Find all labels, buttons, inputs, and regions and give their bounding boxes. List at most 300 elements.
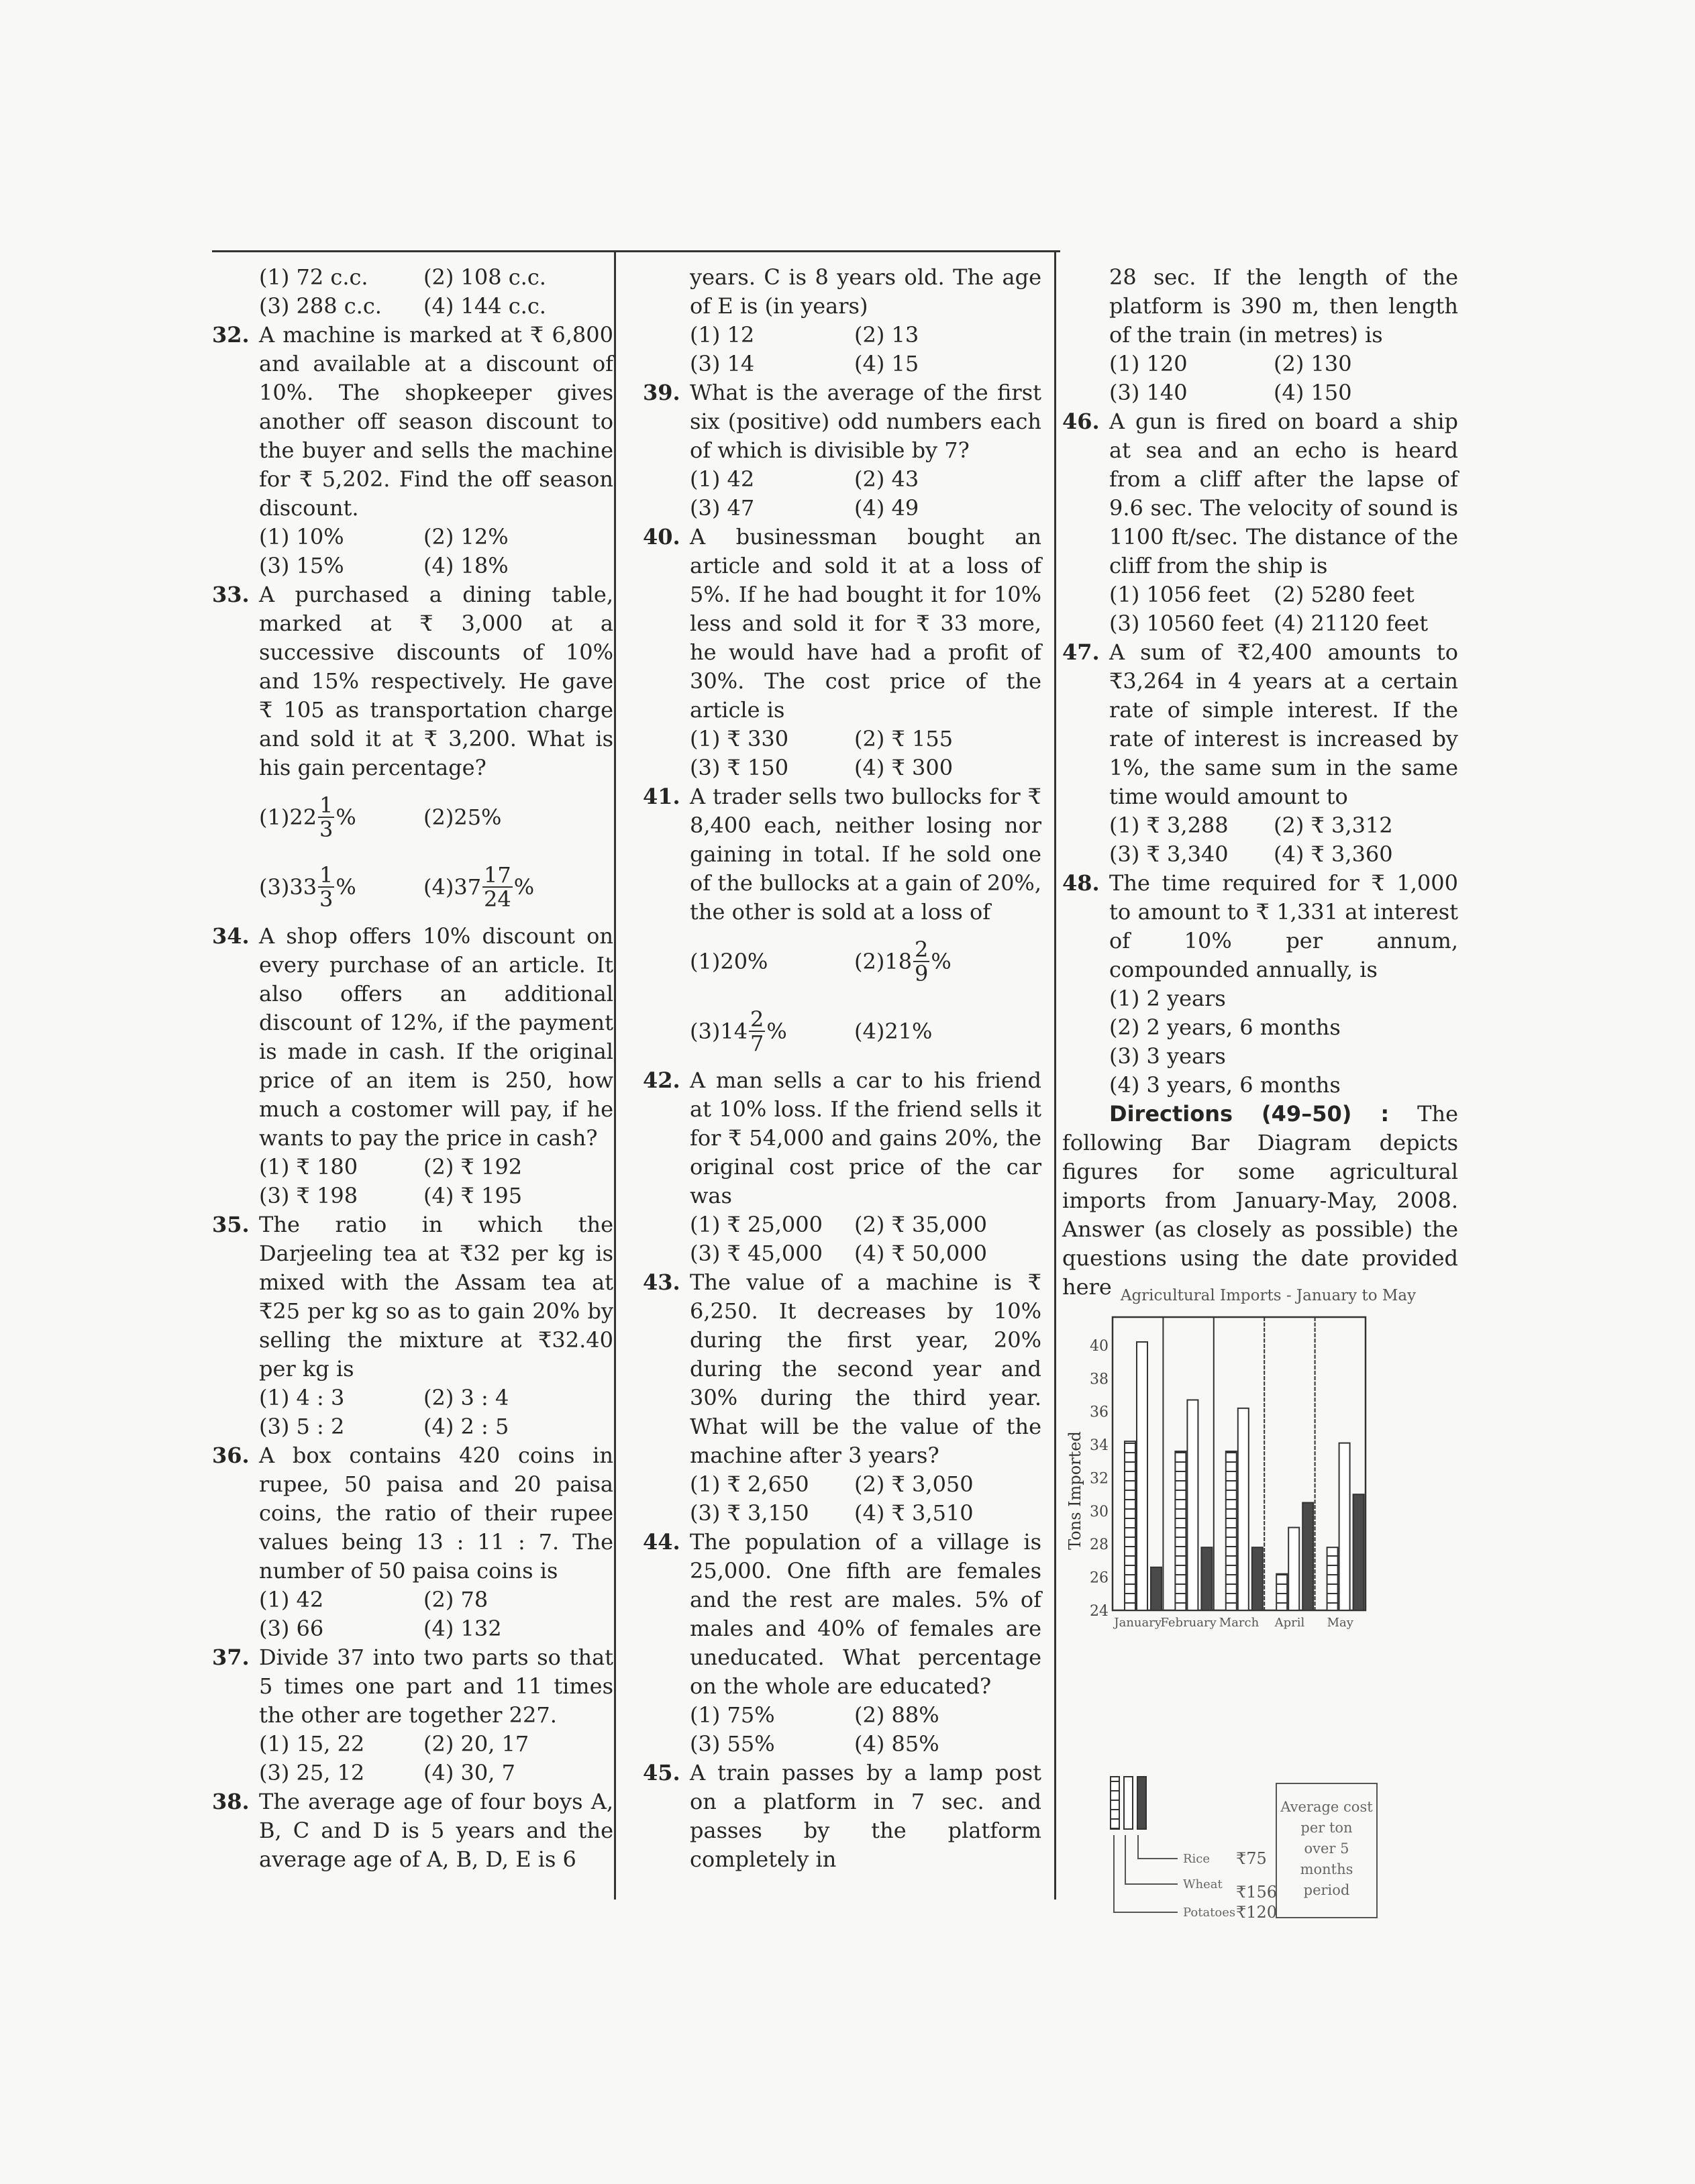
bar-wheat-february <box>1187 1400 1198 1610</box>
option-text: ₹ 3,360 <box>1311 841 1393 867</box>
question-text: What is the average of the first six (positive) odd numbers each of which is divisible by 7? <box>690 380 1041 463</box>
question-text: A trader sells two bullocks for ₹ 8,400 each, neither losing nor gaining in total. If he sold one of the bullocks at a gain of 20%, the other is sold at a loss of <box>690 784 1041 925</box>
option-label: (4) <box>423 1760 454 1785</box>
option-label: (3) <box>690 351 721 376</box>
answer-option[interactable] <box>1274 609 1458 638</box>
option-text: 25% <box>454 804 502 830</box>
option-text: 3 years, 6 months <box>1146 1072 1341 1098</box>
answer-option[interactable] <box>259 523 423 552</box>
question-text: A shop offers 10% discount on every purchase of an article. It also offers an additional discount of 12%, if the payment is made in cash. If the original price of an item is 250, how much a costomer will pay, if he wants to pay the price in cash? <box>259 923 613 1151</box>
answer-option[interactable] <box>1109 840 1274 869</box>
answer-option[interactable] <box>259 263 423 292</box>
option-label: (1) <box>690 948 721 974</box>
answer-option[interactable] <box>1109 350 1274 378</box>
option-label: (2) <box>1274 813 1304 838</box>
option-label: (4) <box>423 1183 454 1208</box>
question <box>1062 407 1458 580</box>
answer-option[interactable] <box>1109 580 1274 609</box>
fraction-denominator: 24 <box>484 886 511 912</box>
options-grid <box>212 1585 613 1643</box>
y-tick-label: 30 <box>1090 1503 1109 1520</box>
answer-option[interactable] <box>1274 840 1458 869</box>
option-text: 72 c.c. <box>296 264 368 290</box>
question-text: Divide 37 into two parts so that 5 times one part and 11 times the other are together 227. <box>259 1645 613 1728</box>
answer-option[interactable] <box>690 350 854 378</box>
answer-option[interactable] <box>1109 1042 1458 1071</box>
bar-rice-january <box>1151 1567 1162 1610</box>
answer-option[interactable] <box>690 1210 854 1239</box>
answer-option[interactable] <box>854 321 1041 350</box>
option-text: 47 <box>727 495 755 521</box>
bar-wheat-may <box>1339 1443 1350 1610</box>
answer-option[interactable] <box>854 927 1041 996</box>
option-label: (1) <box>1109 351 1140 376</box>
option-whole: 37 <box>454 874 482 900</box>
question-text: years. C is 8 years old. The age of E is (in years) <box>690 264 1041 319</box>
legend-leader-line <box>1114 1835 1178 1912</box>
option-text: 1056 feet <box>1146 582 1250 607</box>
question-number: 36. <box>212 1443 250 1468</box>
option-label: (4) <box>854 1018 885 1044</box>
option-fraction <box>318 794 334 841</box>
options-grid <box>212 523 613 580</box>
legend-cost-box-line: months <box>1300 1861 1353 1877</box>
answer-option[interactable] <box>423 782 613 852</box>
answer-option[interactable] <box>1109 984 1458 1013</box>
option-label: (1) <box>259 1385 290 1410</box>
option-label: (4) <box>1274 611 1304 636</box>
option-text: 15% <box>296 553 344 578</box>
question-text: A box contains 420 coins in rupee, 50 paisa and 20 paisa coins, the ratio of their rupee values being 13 : 11 : 7. The number of 50 paisa coins is <box>259 1443 613 1583</box>
option-label: (4) <box>854 495 885 521</box>
legend-cost-box-line: per ton <box>1300 1820 1353 1836</box>
option-text: 20, 17 <box>460 1731 529 1757</box>
y-tick-label: 24 <box>1090 1603 1109 1620</box>
option-text: 10% <box>296 524 344 550</box>
question-number: 34. <box>212 923 250 949</box>
question-text: A gun is fired on board a ship at sea and an echo is heard from a cliff after the lapse of 9.6 sec. The velocity of sound is 1100 ft/sec. The distance of the cliff from the ship is <box>1109 409 1458 578</box>
answer-option[interactable] <box>690 753 854 782</box>
options-grid <box>212 263 613 321</box>
option-label: (2) <box>1109 1015 1140 1040</box>
answer-option[interactable] <box>423 1182 613 1210</box>
options-grid <box>643 1701 1041 1759</box>
column-1 <box>212 263 613 1874</box>
question-number: 35. <box>212 1212 250 1237</box>
question <box>212 1210 613 1384</box>
options-grid <box>643 465 1041 523</box>
option-text: ₹ 3,150 <box>727 1500 809 1526</box>
question-number: 43. <box>643 1269 680 1295</box>
option-text: 3 years <box>1146 1043 1226 1069</box>
bar-wheat-april <box>1288 1528 1299 1610</box>
option-text: ₹ 3,340 <box>1146 841 1229 867</box>
option-label: (3) <box>690 1500 721 1526</box>
option-label: (4) <box>854 1241 885 1266</box>
answer-option[interactable] <box>259 1182 423 1210</box>
answer-option[interactable] <box>423 552 613 580</box>
option-label: (1) <box>1109 582 1140 607</box>
option-label: (2) <box>423 264 454 290</box>
question <box>212 321 613 523</box>
option-label: (2) <box>423 524 454 550</box>
answer-option[interactable] <box>854 1701 1041 1730</box>
question-number: 44. <box>643 1529 680 1555</box>
option-suffix: % <box>336 874 356 900</box>
question <box>212 1787 613 1874</box>
option-text: 5280 feet <box>1311 582 1415 607</box>
question <box>212 1643 613 1730</box>
answer-option[interactable] <box>690 1470 854 1499</box>
option-text: 144 c.c. <box>460 293 546 319</box>
option-fraction <box>318 864 334 911</box>
option-label: (4) <box>854 351 885 376</box>
answer-option[interactable] <box>423 1730 613 1759</box>
option-label: (2) <box>854 1212 885 1237</box>
bar-potatoes-april <box>1276 1574 1287 1610</box>
answer-option[interactable] <box>1109 1013 1458 1042</box>
answer-option[interactable] <box>423 523 613 552</box>
answer-option[interactable] <box>423 1614 613 1643</box>
answer-option[interactable] <box>259 1614 423 1643</box>
option-fraction <box>482 864 513 911</box>
option-label: (4) <box>1274 380 1304 405</box>
option-label: (1) <box>259 804 290 830</box>
option-text: ₹ 3,050 <box>891 1471 974 1497</box>
fraction-numerator: 1 <box>319 862 333 888</box>
option-label: (3) <box>1109 380 1140 405</box>
option-label: (2) <box>854 322 885 348</box>
answer-option[interactable] <box>690 1239 854 1268</box>
options-grid <box>212 1384 613 1441</box>
option-suffix: % <box>766 1018 787 1044</box>
option-text: ₹ 45,000 <box>727 1241 823 1266</box>
options-grid <box>1062 984 1458 1100</box>
option-text: 25, 12 <box>296 1760 365 1785</box>
legend-swatch-dark <box>1137 1777 1146 1829</box>
option-label: (2) <box>854 1702 885 1728</box>
directions-heading: Directions (49–50) : <box>1109 1101 1390 1127</box>
option-text: 10560 feet <box>1146 611 1264 636</box>
question-number: 42. <box>643 1068 680 1093</box>
options-grid <box>1062 811 1458 869</box>
option-label: (3) <box>259 293 290 319</box>
answer-option[interactable] <box>1274 350 1458 378</box>
legend-leader-line <box>1125 1835 1178 1884</box>
option-label: (3) <box>690 1731 721 1757</box>
answer-option[interactable] <box>690 1730 854 1759</box>
answer-option[interactable] <box>1109 609 1274 638</box>
question <box>212 922 613 1153</box>
option-label: (3) <box>690 755 721 780</box>
option-text: ₹ 150 <box>727 755 789 780</box>
option-text: 15 <box>891 351 919 376</box>
option-text: 132 <box>460 1616 502 1641</box>
option-label: (1) <box>690 322 721 348</box>
bar-wheat-january <box>1137 1342 1147 1610</box>
question-text: A man sells a car to his friend at 10% loss. If the friend sells it for ₹ 54,000 and gains 20%, the original cost price of the car was <box>690 1068 1041 1208</box>
option-text: 5 : 2 <box>296 1414 345 1439</box>
question-continuation <box>643 263 1041 321</box>
answer-option[interactable] <box>1109 811 1274 840</box>
option-text: 2 years, 6 months <box>1146 1015 1341 1040</box>
option-label: (4) <box>854 755 885 780</box>
options-grid <box>1062 350 1458 407</box>
option-text: 108 c.c. <box>460 264 546 290</box>
question-text: The population of a village is 25,000. One fifth are females and the rest are males. 5% of males and 40% of females are uneducated. What percentage on the whole are educated? <box>690 1529 1041 1699</box>
option-label: (1) <box>259 1731 290 1757</box>
x-tick-label: February <box>1160 1616 1217 1630</box>
legend-leader-line <box>1138 1835 1178 1859</box>
x-tick-label: March <box>1219 1616 1260 1630</box>
answer-option[interactable] <box>690 725 854 753</box>
option-text: ₹ 50,000 <box>891 1241 987 1266</box>
legend-label: Potatoes <box>1183 1906 1236 1919</box>
question <box>643 1066 1041 1210</box>
fraction-numerator: 2 <box>750 1006 764 1032</box>
answer-option[interactable] <box>423 852 613 922</box>
question-continuation <box>1062 263 1458 350</box>
options-grid <box>212 1153 613 1210</box>
option-label: (3) <box>259 1760 290 1785</box>
fraction-denominator: 7 <box>750 1031 764 1056</box>
question-number: 46. <box>1062 409 1100 434</box>
option-fraction <box>749 1008 765 1055</box>
option-label: (1) <box>690 726 721 751</box>
option-label: (2) <box>1274 351 1304 376</box>
option-label: (2) <box>854 726 885 751</box>
option-text: 120 <box>1146 351 1188 376</box>
answer-option[interactable] <box>259 852 423 922</box>
answer-option[interactable] <box>423 1585 613 1614</box>
option-label: (1) <box>259 264 290 290</box>
question-number: 41. <box>643 784 680 809</box>
option-label: (3) <box>1109 611 1140 636</box>
option-label: (1) <box>690 1212 721 1237</box>
answer-option[interactable] <box>854 465 1041 494</box>
option-label: (2) <box>423 1385 454 1410</box>
option-label: (1) <box>259 1154 290 1180</box>
column-3 <box>1062 263 1458 1302</box>
answer-option[interactable] <box>423 1384 613 1412</box>
question <box>212 1441 613 1585</box>
legend-cost-box-line: Average cost <box>1280 1799 1373 1815</box>
legend-label: Rice <box>1183 1852 1211 1866</box>
option-label: (2) <box>854 466 885 492</box>
option-text: ₹ 330 <box>727 726 789 751</box>
option-text: 12% <box>460 524 509 550</box>
question <box>643 378 1041 465</box>
option-label: (4) <box>423 553 454 578</box>
answer-option[interactable] <box>259 782 423 852</box>
option-whole: 18 <box>884 948 913 974</box>
legend-cost: ₹156 <box>1236 1883 1278 1902</box>
option-text: 150 <box>1311 380 1352 405</box>
option-text: 75% <box>727 1702 775 1728</box>
option-text: ₹ 180 <box>296 1154 358 1180</box>
fraction-numerator: 17 <box>484 862 511 888</box>
y-tick-label: 28 <box>1090 1537 1109 1554</box>
answer-option[interactable] <box>854 1470 1041 1499</box>
answer-option[interactable] <box>259 1730 423 1759</box>
option-whole: 33 <box>289 874 317 900</box>
y-tick-label: 36 <box>1090 1404 1109 1421</box>
answer-option[interactable] <box>854 996 1041 1066</box>
answer-option[interactable] <box>854 1239 1041 1268</box>
answer-option[interactable] <box>690 465 854 494</box>
fraction-numerator: 1 <box>319 792 333 818</box>
option-label: (4) <box>1274 841 1304 867</box>
option-text: 21% <box>884 1018 933 1044</box>
answer-option[interactable] <box>1274 580 1458 609</box>
answer-option[interactable] <box>854 753 1041 782</box>
answer-option[interactable] <box>423 263 613 292</box>
answer-option[interactable] <box>690 927 854 996</box>
bar-rice-march <box>1252 1547 1263 1610</box>
option-label: (4) <box>1109 1072 1140 1098</box>
fraction-denominator: 3 <box>319 817 333 842</box>
answer-option[interactable] <box>259 1153 423 1182</box>
answer-option[interactable] <box>423 1759 613 1787</box>
answer-option[interactable] <box>1274 811 1458 840</box>
option-text: ₹ 2,650 <box>727 1471 809 1497</box>
legend-swatch-blank <box>1124 1777 1133 1829</box>
option-text: 43 <box>891 466 919 492</box>
answer-option[interactable] <box>854 1210 1041 1239</box>
answer-option[interactable] <box>259 552 423 580</box>
question <box>212 580 613 782</box>
y-tick-label: 26 <box>1090 1569 1109 1587</box>
option-text: 88% <box>891 1702 939 1728</box>
y-tick-label: 40 <box>1090 1337 1109 1355</box>
bar-wheat-march <box>1238 1408 1249 1610</box>
answer-option[interactable] <box>854 494 1041 523</box>
answer-option[interactable] <box>259 1384 423 1412</box>
question <box>643 1268 1041 1470</box>
answer-option[interactable] <box>1109 378 1274 407</box>
option-text: 18% <box>460 553 509 578</box>
question-text: A businessman bought an article and sold it at a loss of 5%. If he had bought it for 10% less and sold it for ₹ 33 more, he would have had a profit of 30%. The cost price of the article is <box>690 524 1041 723</box>
option-label: (4) <box>854 1731 885 1757</box>
column-divider <box>1054 252 1056 1900</box>
option-text: 140 <box>1146 380 1188 405</box>
question-number: 40. <box>643 524 680 550</box>
bar-rice-february <box>1201 1547 1212 1610</box>
answer-option[interactable] <box>690 321 854 350</box>
option-text: 42 <box>296 1587 324 1612</box>
bar-rice-april <box>1302 1503 1313 1610</box>
answer-option[interactable] <box>854 350 1041 378</box>
question-number: 39. <box>643 380 680 405</box>
answer-option[interactable] <box>690 996 854 1066</box>
option-text: 2 years <box>1146 986 1226 1011</box>
question <box>643 782 1041 927</box>
option-label: (1) <box>1109 813 1140 838</box>
option-text: ₹ 3,510 <box>891 1500 974 1526</box>
y-axis-label: Tons Imported <box>1066 1431 1084 1550</box>
question-number: 45. <box>643 1760 680 1785</box>
option-text: 4 : 3 <box>296 1385 345 1410</box>
option-text: ₹ 300 <box>891 755 954 780</box>
option-label: (4) <box>854 1500 885 1526</box>
question-text: A sum of ₹2,400 amounts to ₹3,264 in 4 years at a certain rate of simple interest. If the rate of interest is increased by 1%, the same sum in the same time would amount to <box>1109 639 1458 809</box>
chart-title: Agricultural Imports - January to May <box>1120 1287 1417 1304</box>
answer-option[interactable] <box>1109 1071 1458 1100</box>
option-label: (3) <box>690 495 721 521</box>
bar-potatoes-may <box>1327 1547 1338 1610</box>
question-text: A train passes by a lamp post on a platform in 7 sec. and passes by the platform completely in <box>690 1760 1041 1872</box>
answer-option[interactable] <box>854 725 1041 753</box>
option-label: (4) <box>423 1414 454 1439</box>
question-number: 47. <box>1062 639 1100 665</box>
question-number: 38. <box>212 1789 250 1814</box>
question <box>643 1759 1041 1874</box>
option-text: 2 : 5 <box>460 1414 509 1439</box>
legend-cost: ₹120 <box>1236 1903 1278 1919</box>
question-text: 28 sec. If the length of the platform is 390 m, then length of the train (in metres) is <box>1109 264 1458 348</box>
answer-option[interactable] <box>259 292 423 321</box>
option-label: (2) <box>423 1731 454 1757</box>
y-tick-label: 32 <box>1090 1470 1109 1488</box>
answer-option[interactable] <box>423 292 613 321</box>
options-grid <box>212 782 613 922</box>
question-text: The average age of four boys A, B, C and D is 5 years and the average age of A, B, D, E is 6 <box>259 1789 613 1872</box>
question-number: 37. <box>212 1645 250 1670</box>
question <box>643 1528 1041 1701</box>
question <box>1062 869 1458 984</box>
question-text: A purchased a dining table, marked at ₹ 3,000 at a successive discounts of 10% and 15% respectively. He gave ₹ 105 as transportation charge and sold it at ₹ 3,200. What is his gain percentage? <box>259 582 613 780</box>
options-grid <box>643 1470 1041 1528</box>
answer-option[interactable] <box>423 1153 613 1182</box>
option-label: (1) <box>259 1587 290 1612</box>
answer-option[interactable] <box>854 1499 1041 1528</box>
legend-cost-box-line: period <box>1303 1882 1350 1898</box>
answer-option[interactable] <box>854 1730 1041 1759</box>
x-tick-label: May <box>1327 1616 1353 1630</box>
answer-option[interactable] <box>690 494 854 523</box>
option-text: 14 <box>727 351 755 376</box>
answer-option[interactable] <box>259 1412 423 1441</box>
option-text: ₹ 195 <box>460 1183 523 1208</box>
fraction-denominator: 9 <box>915 961 929 986</box>
option-text: 21120 feet <box>1311 611 1429 636</box>
answer-option[interactable] <box>690 1701 854 1730</box>
option-text: 78 <box>460 1587 489 1612</box>
bar-chart <box>1060 1275 1476 1919</box>
bar-rice-may <box>1353 1494 1364 1610</box>
bar-potatoes-march <box>1226 1451 1237 1610</box>
option-text: ₹ 25,000 <box>727 1212 823 1237</box>
option-label: (2) <box>423 1154 454 1180</box>
x-tick-label: April <box>1274 1616 1305 1630</box>
legend-cost: ₹75 <box>1236 1849 1267 1868</box>
answer-option[interactable] <box>690 1499 854 1528</box>
option-text: 55% <box>727 1731 775 1757</box>
option-text: 20% <box>720 948 768 974</box>
option-label: (2) <box>854 1471 885 1497</box>
answer-option[interactable] <box>423 1412 613 1441</box>
option-label: (1) <box>690 466 721 492</box>
option-label: (3) <box>1109 1043 1140 1069</box>
legend-cost-box-line: over 5 <box>1304 1840 1349 1857</box>
answer-option[interactable] <box>1274 378 1458 407</box>
option-label: (2) <box>854 948 885 974</box>
answer-option[interactable] <box>259 1585 423 1614</box>
answer-option[interactable] <box>259 1759 423 1787</box>
option-text: 130 <box>1311 351 1352 376</box>
option-label: (4) <box>423 874 454 900</box>
option-text: 13 <box>891 322 919 348</box>
